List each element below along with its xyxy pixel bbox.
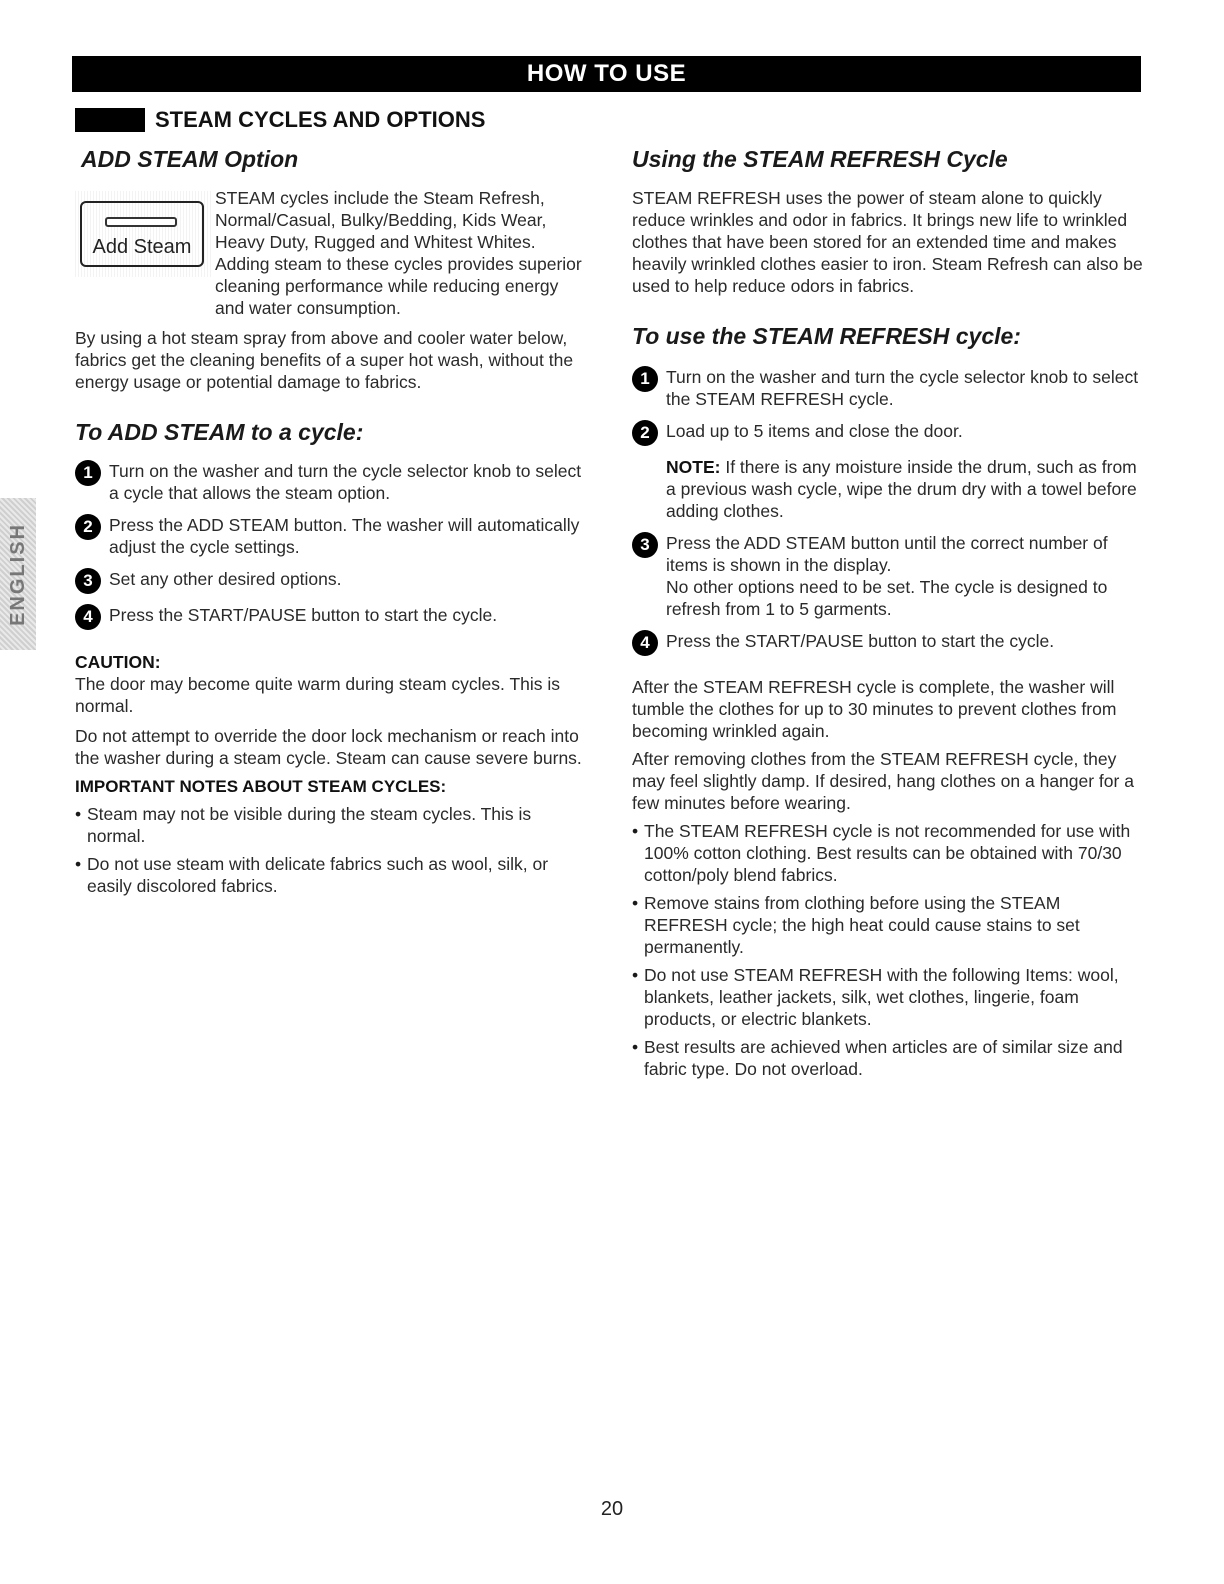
add-steam-intro: STEAM cycles include the Steam Refresh, Normal/Casual, Bulky/Bedding, Kids Wear, Heavy Duty, Rugged and Whitest Whites. Adding steam to these cycles provides superior cleaning performance while reducing energy and water consumption. (215, 188, 582, 318)
note-label: NOTE: (666, 457, 721, 477)
step-text-extra: No other options need to be set. The cycle is designed to refresh from 1 to 5 garments. (666, 577, 1108, 619)
add-steam-button-icon (80, 201, 204, 267)
steam-refresh-heading: Using the STEAM REFRESH Cycle (632, 146, 1008, 172)
section-title (75, 106, 485, 134)
step-text: Press the ADD STEAM button. The washer will automatically adjust the cycle settings. (109, 515, 580, 557)
step-text: Press the ADD STEAM button until the correct number of items is shown in the display. (666, 533, 1108, 575)
list-item (632, 1036, 1144, 1080)
to-add-steam-heading: To ADD STEAM to a cycle: (75, 419, 364, 445)
bullet-text: Do not use STEAM REFRESH with the following Items: wool, blankets, leather jackets, silk, wet clothes, lingerie, foam products, or electric blankets. (644, 965, 1119, 1029)
add-steam-step-2 (75, 514, 587, 558)
caution-heading: CAUTION: (75, 652, 161, 672)
step-text: Turn on the washer and turn the cycle selector knob to select the STEAM REFRESH cycle. (666, 367, 1139, 409)
step-number-icon: 2 (632, 420, 658, 446)
bullet-icon: • (632, 1037, 639, 1057)
add-steam-step-4 (75, 604, 587, 630)
right-column (632, 146, 1144, 1080)
bullet-icon: • (632, 821, 639, 841)
step-number-icon: 4 (75, 604, 101, 630)
bullet-text: Remove stains from clothing before using the STEAM REFRESH cycle; the high heat could cause stains to set permanently. (644, 893, 1080, 957)
section-marker (75, 108, 145, 132)
note-text: If there is any moisture inside the drum, such as from a previous wash cycle, wipe the drum dry with a towel before adding clothes. (666, 457, 1137, 521)
left-column (75, 146, 587, 897)
list-item (632, 820, 1144, 886)
add-steam-step-1 (75, 460, 587, 504)
refresh-step-2 (632, 420, 1144, 446)
section-title-text: STEAM CYCLES AND OPTIONS (155, 107, 486, 132)
step-number-icon: 3 (632, 532, 658, 558)
refresh-step-4 (632, 630, 1144, 656)
step-number-icon: 3 (75, 568, 101, 594)
steam-refresh-intro: STEAM REFRESH uses the power of steam alone to quickly reduce wrinkles and odor in fabrics. It brings new life to wrinkled clothes that have been stored for an extended time and makes heavily wrinkled clothes easier to iron. Steam Refresh can also be used to help reduce odors in fabrics. (632, 188, 1143, 296)
after-refresh-text-1: After the STEAM REFRESH cycle is complete, the washer will tumble the clothes for up to 30 minutes to prevent clothes from becoming wrinkled again. (632, 677, 1117, 741)
refresh-step-3 (632, 532, 1144, 620)
step-number-icon: 1 (632, 366, 658, 392)
to-use-steam-refresh-heading: To use the STEAM REFRESH cycle: (632, 323, 1021, 349)
list-item (632, 892, 1144, 958)
add-steam-heading: ADD STEAM Option (81, 146, 299, 172)
after-refresh-text-2: After removing clothes from the STEAM REFRESH cycle, they may feel slightly damp. If desired, hang clothes on a hanger for a few minutes before wearing. (632, 749, 1134, 813)
step-text: Load up to 5 items and close the door. (666, 421, 963, 441)
add-steam-button-graphic (75, 191, 213, 277)
add-steam-graphic-label: Add Steam (92, 236, 192, 258)
refresh-step-1 (632, 366, 1144, 410)
important-notes-heading: IMPORTANT NOTES ABOUT STEAM CYCLES: (75, 777, 447, 796)
step-text: Turn on the washer and turn the cycle selector knob to select a cycle that allows the steam option. (109, 461, 582, 503)
bullet-icon: • (632, 965, 639, 985)
list-item (632, 964, 1144, 1030)
bullet-icon: • (75, 804, 82, 824)
bullet-text: Best results are achieved when articles are of similar size and fabric type. Do not overload. (644, 1037, 1123, 1079)
step-number-icon: 1 (75, 460, 101, 486)
note-text: Steam may not be visible during the steam cycles. This is normal. (87, 804, 532, 846)
page-number: 20 (600, 1498, 624, 1520)
step-text: Press the START/PAUSE button to start the cycle. (666, 631, 1055, 651)
step-number-icon: 4 (632, 630, 658, 656)
add-steam-intro-2: By using a hot steam spray from above and cooler water below, fabrics get the cleaning benefits of a super hot wash, without the energy usage or potential damage to fabrics. (75, 328, 574, 392)
note-text: Do not use steam with delicate fabrics such as wool, silk, or easily discolored fabrics. (87, 854, 549, 896)
caution-text-2: Do not attempt to override the door lock mechanism or reach into the washer during a steam cycle. Steam can cause severe burns. (75, 726, 582, 768)
refresh-note (666, 456, 1144, 522)
language-tab (0, 498, 36, 650)
step-text: Set any other desired options. (109, 569, 342, 589)
bullet-text: The STEAM REFRESH cycle is not recommended for use with 100% cotton clothing. Best results can be obtained with 70/30 cotton/poly blend fabrics. (644, 821, 1131, 885)
step-text: Press the START/PAUSE button to start the cycle. (109, 605, 498, 625)
language-tab-label: ENGLISH (6, 522, 29, 626)
list-item (75, 853, 587, 897)
add-steam-step-3 (75, 568, 587, 594)
bullet-icon: • (632, 893, 639, 913)
step-number-icon: 2 (75, 514, 101, 540)
caution-text-1: The door may become quite warm during steam cycles. This is normal. (75, 674, 561, 716)
page-banner: HOW TO USE (72, 56, 1141, 92)
list-item (75, 803, 587, 847)
bullet-icon: • (75, 854, 82, 874)
